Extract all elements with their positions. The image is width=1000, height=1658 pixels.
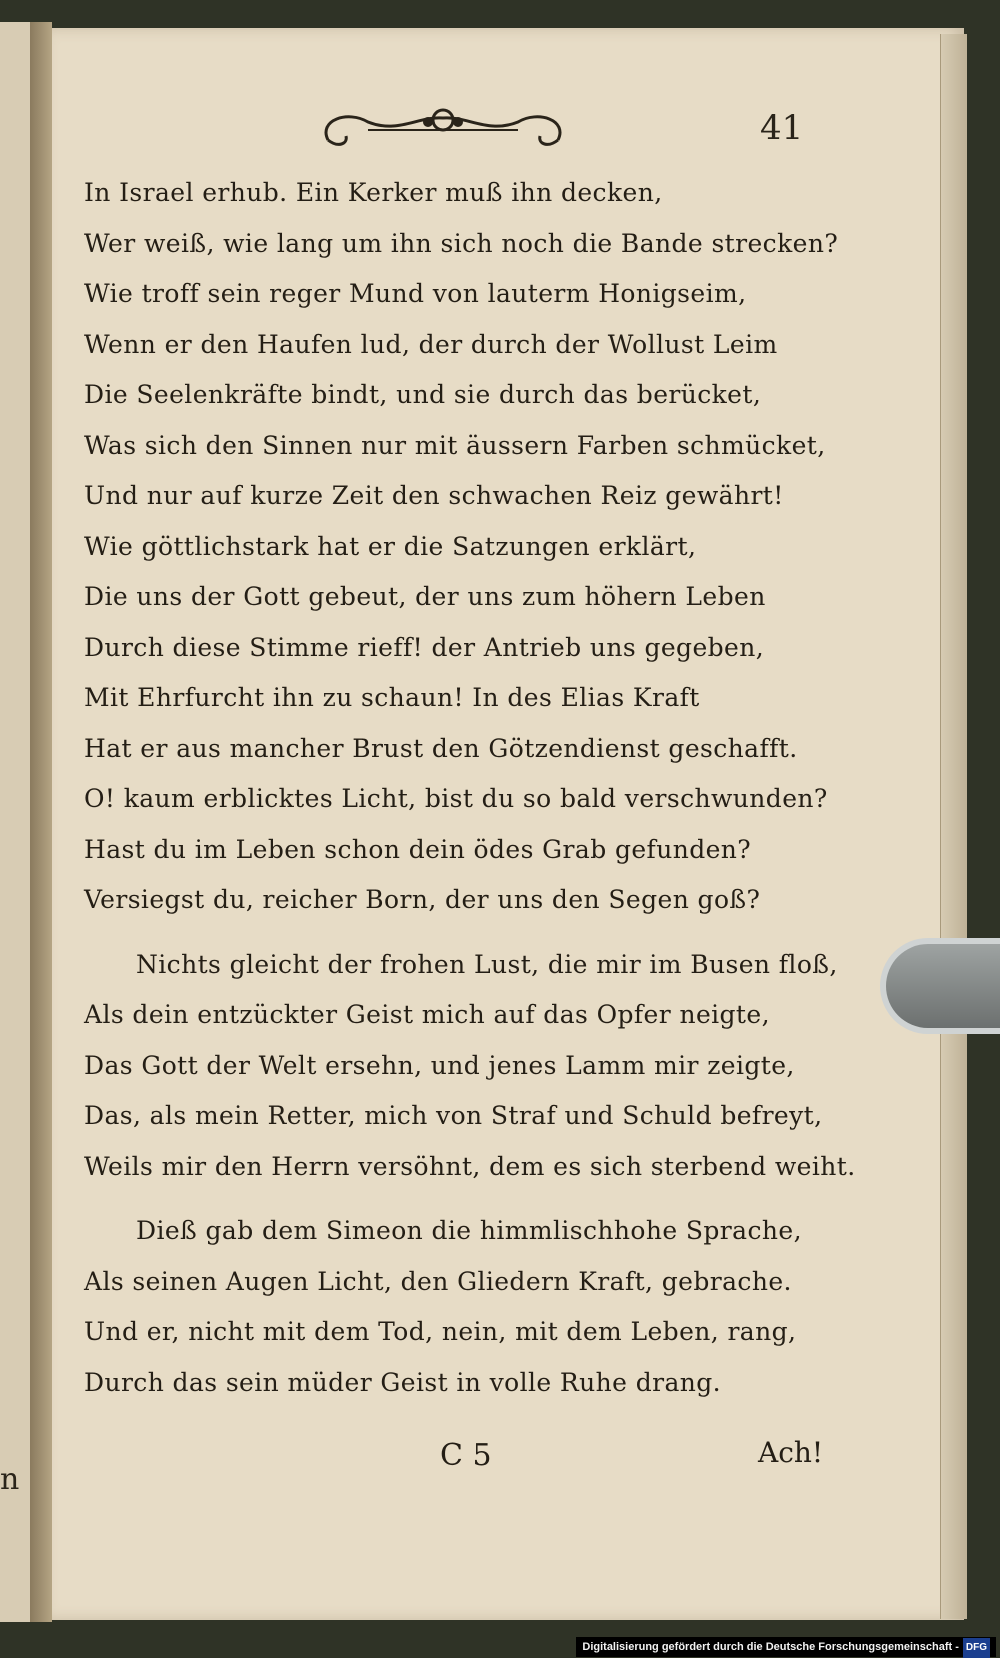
text-line: Weils mir den Herrn versöhnt, dem es sich sterbend weiht.: [84, 1151, 856, 1181]
text-line: Hat er aus mancher Brust den Götzendienst geschafft.: [84, 733, 798, 763]
text-line: Durch diese Stimme rieff! der Antrieb uns gegeben,: [84, 632, 765, 662]
text-line: In Israel erhub. Ein Kerker muß ihn decken,: [84, 178, 663, 207]
page-number: 41: [760, 108, 804, 148]
left-page: [0, 22, 30, 1622]
book-gutter: [30, 22, 52, 1622]
catchword: Ach!: [758, 1436, 824, 1469]
text-line: Wie troff sein reger Mund von lauterm Honigseim,: [84, 279, 747, 308]
text-line: Wenn er den Haufen lud, der durch der Wollust Leim: [84, 329, 778, 359]
text-line: Die uns der Gott gebeut, der uns zum höhern Leben: [84, 582, 766, 611]
stanza-gap: [84, 926, 784, 940]
text-line: Das, als mein Retter, mich von Straf und Schuld befreyt,: [84, 1101, 823, 1130]
text-line: Als seinen Augen Licht, den Gliedern Kraft, gebrache.: [84, 1266, 792, 1296]
text-line: Versiegst du, reicher Born, der uns den Segen goß?: [84, 885, 761, 914]
stanza-2: [84, 940, 856, 1193]
text-line: Wie göttlichstark hat er die Satzungen erklärt,: [84, 531, 697, 561]
page-clip: [880, 938, 1000, 1034]
text-line: Das Gott der Welt ersehn, und jenes Lamm mir zeigte,: [84, 1050, 795, 1080]
text-line: Und nur auf kurze Zeit den schwachen Reiz gewährt!: [84, 481, 784, 510]
dfg-logo: DFG: [963, 1638, 990, 1658]
text-line: Mit Ehrfurcht ihn zu schaun! In des Elias Kraft: [84, 683, 700, 712]
text-line: Hast du im Leben schon dein ödes Grab gefunden?: [84, 834, 752, 864]
credit-text: Digitalisierung gefördert durch die Deutsche Forschungsgemeinschaft -: [582, 1641, 959, 1653]
text-line: Durch das sein müder Geist in volle Ruhe drang.: [84, 1367, 722, 1397]
digitization-credit: [576, 1637, 996, 1657]
poem-text: [84, 168, 856, 1408]
ornament-headpiece-icon: [308, 100, 578, 160]
text-line: Als dein entzückter Geist mich auf das Opfer neigte,: [84, 1000, 770, 1029]
text-line: Wer weiß, wie lang um ihn sich noch die Bande strecken?: [84, 228, 839, 258]
text-line: O! kaum erblicktes Licht, bist du so bald verschwunden?: [84, 784, 828, 813]
text-line: Dieß gab dem Simeon die himmlischhohe Sprache,: [136, 1216, 802, 1245]
text-line: Nichts gleicht der frohen Lust, die mir im Busen floß,: [136, 949, 838, 979]
left-page-fragment: n: [0, 1462, 20, 1497]
page-edge: [940, 34, 967, 1619]
text-line: Und er, nicht mit dem Tod, nein, mit dem Leben, rang,: [84, 1317, 797, 1346]
text-line: Was sich den Sinnen nur mit äussern Farben schmücket,: [84, 430, 826, 460]
text-line: Die Seelenkräfte bindt, und sie durch das berücket,: [84, 380, 762, 409]
stanza-gap: [84, 1192, 784, 1206]
stanza-1: [84, 168, 839, 926]
stanza-3: [84, 1206, 802, 1408]
signature-mark: C 5: [440, 1438, 492, 1473]
